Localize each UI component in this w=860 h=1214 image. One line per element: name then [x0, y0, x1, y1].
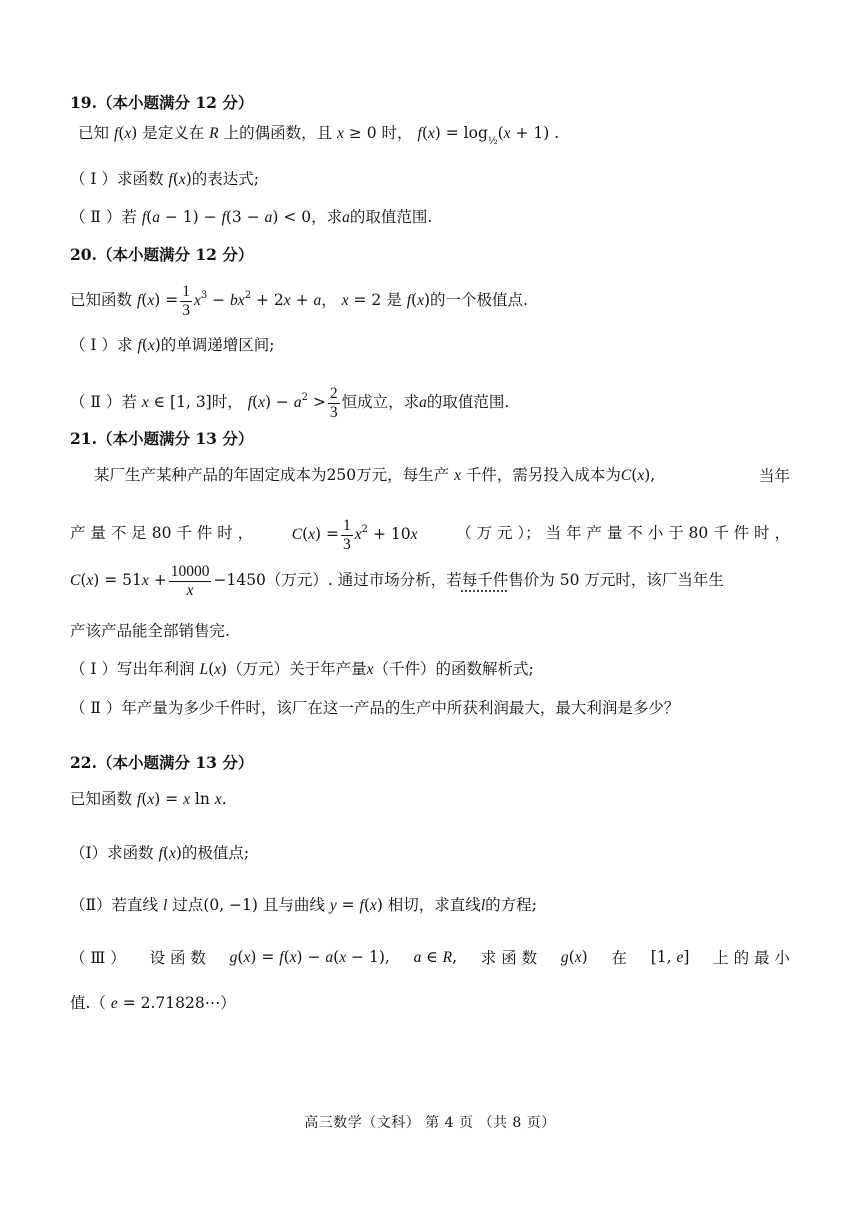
q21-emphasis-text: 每千件	[461, 571, 509, 589]
q21-number: 21.	[70, 429, 97, 448]
q21-text: 当年	[758, 466, 790, 485]
q19-header	[70, 92, 790, 114]
q22-part2-text: 相切，求直线	[387, 896, 481, 914]
q19-part1: （ Ⅰ ）求函数 f(x)的表达式;	[70, 170, 259, 188]
q22-part3-text: ）	[220, 994, 236, 1012]
q20-stem-text: ，	[321, 291, 337, 309]
q19-part1-text: 求函数	[116, 170, 164, 188]
q19-part1-label: （ Ⅰ ）	[70, 170, 117, 188]
q22-part2-text: 若直线	[111, 896, 159, 914]
q21-line4: 产该产品能全部销售完.	[70, 622, 230, 640]
q22-part1-text: 求函数	[107, 844, 154, 862]
q22-part3-text: 值.（	[70, 994, 106, 1012]
q22-part3-label: （ Ⅲ ）	[70, 948, 126, 967]
q20-stem-text: 的一个极值点.	[430, 291, 528, 309]
q20-part2-text: 恒成立，求	[341, 393, 420, 411]
q22-part3-text: 设 函 数	[149, 948, 206, 967]
q20-part2-text: 时，	[211, 393, 243, 411]
q22-stem: 已知函数 f(x) = x ln x.	[70, 790, 227, 808]
q21-text: 产 量 不 足 80 千 件 时 ，	[70, 523, 254, 542]
q19-stem: 已知 f(x) 是定义在 R 上的偶函数，且 x ≥ 0 时， $f(x) = \log_{\frac{1}{2}}(x + 1)$ .	[78, 124, 560, 147]
q19-part2-text: ，求	[311, 208, 343, 226]
q21-part2-text: 年产量为多少千件时，该厂在这一产品的生产中所获利润最大，最大利润是多少？	[121, 699, 680, 717]
q22-part2-text: 的方程;	[485, 896, 537, 914]
q22-part1: （Ⅰ）求函数 f(x)的极值点;	[70, 844, 250, 862]
q20-stem-text: 已知函数	[70, 291, 133, 309]
q22-part3-cont: 值.（ e = 2.71828⋯）	[70, 994, 236, 1012]
q20-part2-text: 的取值范围.	[426, 393, 510, 411]
q20-stem-text: 是	[386, 291, 402, 309]
q19-part2-text: 若	[121, 208, 137, 226]
q19-score: （本小题满分 12 分）	[96, 93, 254, 112]
q21-score: （本小题满分 13 分）	[96, 429, 254, 448]
q21-text: 某厂生产某种产品的年固定成本为	[94, 466, 327, 484]
q22-part3-text: 在	[611, 948, 627, 967]
q19-part1-text: 的表达式;	[191, 170, 259, 188]
q22-part2-label: （Ⅱ）	[70, 896, 112, 914]
q22-score: （本小题满分 13 分）	[96, 753, 254, 772]
q22-stem-text: 已知函数	[70, 790, 133, 808]
q20-score: （本小题满分 12 分）	[96, 245, 254, 264]
q20-part1-text: 的单调递增区间;	[160, 336, 275, 354]
q22-number: 22.	[70, 753, 97, 772]
q21-header	[70, 428, 790, 450]
q21-part1-text: （千件）的函数解析式;	[373, 660, 534, 678]
q20-part2: （ Ⅱ ）若 x ∈ [1, 3]时， $f(x) - a^2$ > $\frac{2}{3}$ 恒成立，求a的取值范围.	[70, 384, 510, 421]
q20-part2-label: （ Ⅱ ）	[70, 393, 122, 411]
q21-part2-label: （ Ⅱ ）	[70, 699, 122, 717]
q20-number: 20.	[70, 245, 97, 264]
q19-stem-text: 上的偶函数，且	[223, 124, 333, 142]
q21-text: （ 万 元 ）； 当 年 产 量 不 小 于 80 千 件 时 ，	[456, 523, 790, 542]
q21-part1-text: 写出年利润	[116, 660, 195, 678]
q21-line3: C(x) = 51x + $\frac{10000}{x}$ −1450（万元）. 通过市场分析，若每千件售价为 50 万元时，该厂当年生	[70, 562, 724, 599]
q19-stem-text: 是定义在	[142, 124, 205, 142]
q22-part2: （Ⅱ）若直线 l 过点(0, −1) 且与曲线 y = f(x) 相切，求直线l的方程;	[70, 896, 537, 914]
q20-part1-label: （ Ⅰ ）	[70, 336, 117, 354]
q21-text: 千件，需另投入成本为	[465, 466, 621, 484]
q20-part1: （ Ⅰ ）求 f(x)的单调递增区间;	[70, 336, 275, 354]
q19-stem-text: 已知	[78, 124, 110, 142]
page-footer: 高三数学（文科） 第 4 页 （共 8 页）	[304, 1115, 556, 1131]
q20-part2-text: 若	[121, 393, 137, 411]
q22-header	[70, 752, 790, 774]
q22-part1-text: 的极值点;	[181, 844, 250, 862]
q21-part1-label: （ Ⅰ ）	[70, 660, 117, 678]
q21-line1: 某厂生产某种产品的年固定成本为250万元，每生产 x 千件，需另投入成本为C(x), 当年	[94, 466, 790, 485]
q21-text: （万元）. 通过市场分析，若	[265, 571, 462, 589]
q21-part1-text: （万元）关于年产量	[227, 660, 367, 678]
q22-part3-text: 上 的 最 小	[713, 948, 790, 967]
q20-header	[70, 244, 790, 266]
q20-part1-text: 求	[116, 336, 133, 354]
q22-part2-text: 且与曲线	[262, 896, 325, 914]
q22-part3: （ Ⅲ ） 设 函 数 g(x) = f(x) − a(x − 1), a ∈ R, 求 函 数 g(x) 在 [1, e] 上 的 最 小	[70, 948, 790, 967]
q21-text: 售价为 50 万元时，该厂当年生	[508, 571, 724, 589]
q22-part1-label: （Ⅰ）	[70, 844, 108, 862]
q19-part2-label: （ Ⅱ ）	[70, 208, 122, 226]
q21-part2	[70, 697, 790, 719]
q22-part2-text: 过点	[172, 896, 204, 914]
q19-stem-text: 时，	[381, 124, 413, 142]
q21-text: 万元，每生产	[356, 466, 450, 484]
q20-stem: 已知函数 f(x) = $\frac{1}{3}$ $x^3 - bx^2 + 2x + a$， x = 2 是 f(x)的一个极值点.	[70, 282, 528, 319]
q19-number: 19.	[70, 93, 97, 112]
q21-part1: （ Ⅰ ）写出年利润 L(x)（万元）关于年产量x（千件）的函数解析式;	[70, 660, 534, 678]
q19-part2: （ Ⅱ ）若 f(a − 1) − f(3 − a) < 0，求a的取值范围.	[70, 208, 433, 226]
q21-line2: 产 量 不 足 80 千 件 时 ， C(x) = $\frac{1}{3}$ $x^2 + 10x$ （ 万 元 ）； 当 年 产 量 不 小 于 80 千 件 时 ，	[70, 510, 790, 555]
q19-part2-text: 的取值范围.	[349, 208, 433, 226]
q22-part3-text: 求 函 数	[480, 948, 538, 967]
